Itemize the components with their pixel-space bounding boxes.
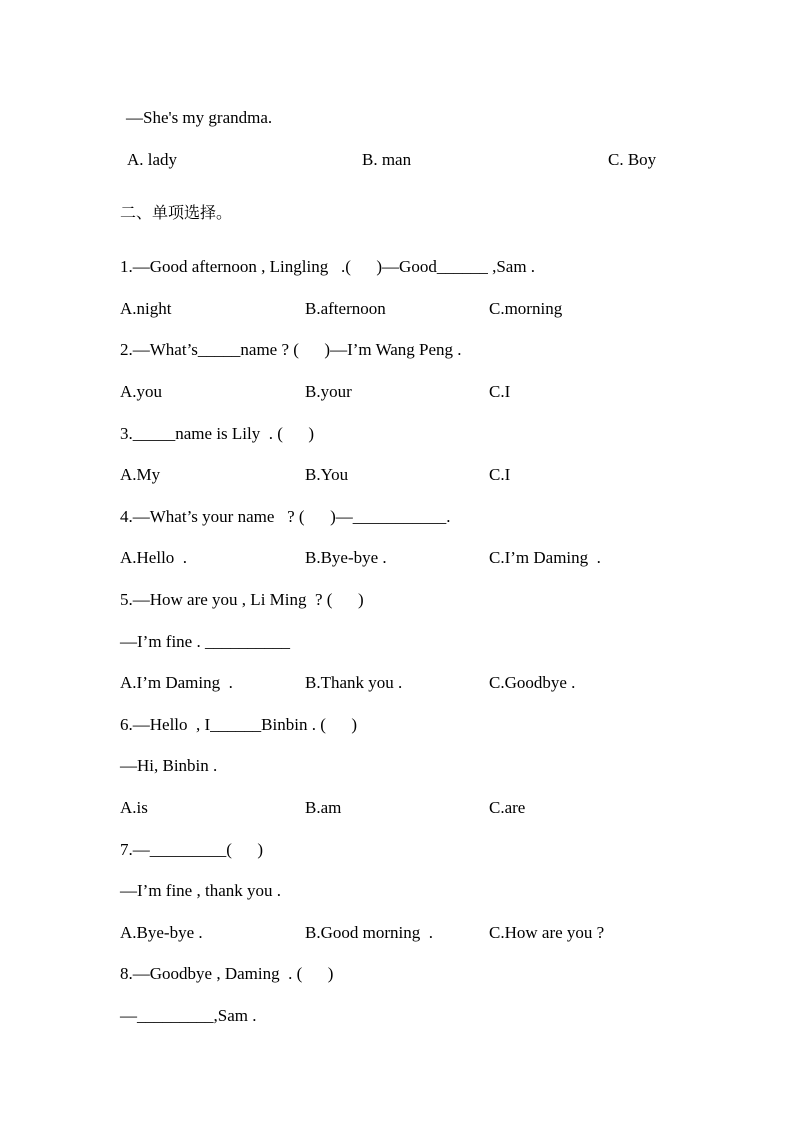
q5-option-b: B.Thank you . — [305, 673, 403, 692]
q2-option-a: A.you — [120, 382, 163, 401]
top-option-c: C. Boy — [608, 150, 657, 169]
q6-option-b: B.am — [305, 798, 342, 817]
q2-option-c: C.I — [489, 382, 511, 401]
q6-option-c: C.are — [489, 798, 526, 817]
q4-option-b: B.Bye-bye . — [305, 548, 387, 567]
q1-option-c: C.morning — [489, 299, 563, 318]
q7-option-b: B.Good morning . — [305, 923, 433, 942]
q5-stem: 5.—How are you , Li Ming ? ( ) — [120, 590, 364, 609]
q3-stem: 3._____name is Lily . ( ) — [120, 424, 315, 443]
q7-stem: 7.—_________( ) — [120, 840, 264, 859]
top-answer-line: —She's my grandma. — [126, 108, 273, 127]
q5-option-a: A.I’m Daming . — [120, 673, 233, 692]
q4-stem: 4.—What’s your name ? ( )—___________. — [120, 507, 451, 526]
q1-option-b: B.afternoon — [305, 299, 386, 318]
q6-stem: 6.—Hello , I______Binbin . ( ) — [120, 715, 358, 734]
q8-stem: 8.—Goodbye , Daming . ( ) — [120, 964, 334, 983]
q6-option-a: A.is — [120, 798, 148, 817]
q7-option-a: A.Bye-bye . — [120, 923, 203, 942]
q2-stem: 2.—What’s_____name ? ( )—I’m Wang Peng . — [120, 340, 462, 359]
q3-option-b: B.You — [305, 465, 349, 484]
q2-option-b: B.your — [305, 382, 352, 401]
q4-option-a: A.Hello . — [120, 548, 188, 567]
q1-option-a: A.night — [120, 299, 172, 318]
q5-response: —I’m fine . __________ — [120, 632, 290, 651]
q7-option-c: C.How are you ? — [489, 923, 605, 942]
section-title: 二、单项选择。 — [120, 203, 233, 222]
q6-response: —Hi, Binbin . — [120, 756, 218, 775]
q1-stem: 1.—Good afternoon , Lingling .( )—Good______ ,Sam . — [120, 257, 536, 276]
top-option-b: B. man — [362, 150, 412, 169]
q7-response: —I’m fine , thank you . — [120, 881, 281, 900]
q3-option-a: A.My — [120, 465, 161, 484]
top-option-a: A. lady — [127, 150, 178, 169]
q4-option-c: C.I’m Daming . — [489, 548, 601, 567]
q3-option-c: C.I — [489, 465, 511, 484]
q8-response: —_________,Sam . — [120, 1006, 257, 1025]
q5-option-c: C.Goodbye . — [489, 673, 576, 692]
